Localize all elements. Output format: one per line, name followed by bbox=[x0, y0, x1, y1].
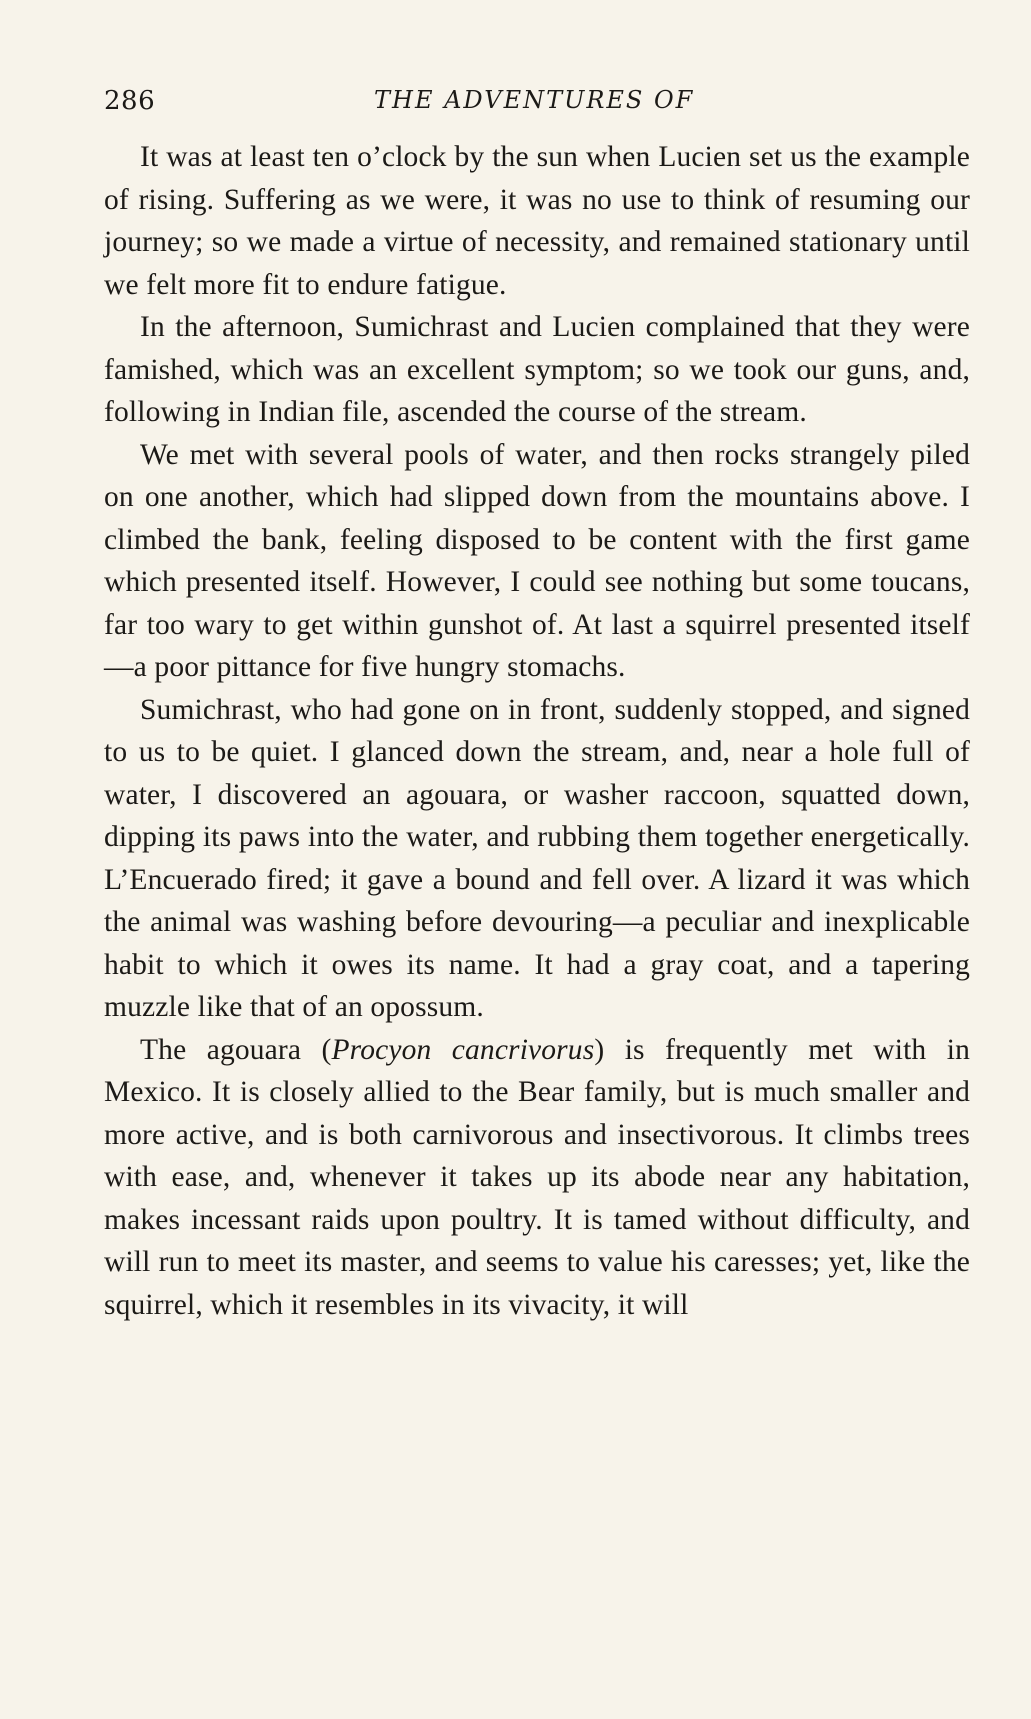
paragraph-raccoon: Sumichrast, who had gone on in front, suddenly stopped, and signed to us to be quiet. I glanced down the stream, and, near a hole full of water, I discovered an agouara, or washer raccoon, squatted down, dipping its paws into the water, and rubbing them together energetically. L’Encuerado fired; it gave a bound and fell over. A lizard it was which the animal was washing before devouring—a peculiar and inexplicable habit to which it owes its name. It had a gray coat, and a tapering muzzle like that of an opossum. bbox=[104, 693, 970, 1023]
body-text bbox=[104, 136, 970, 1326]
page-number: 286 bbox=[104, 86, 156, 116]
paragraph-agouara-description bbox=[104, 1029, 970, 1327]
paragraph-hunting: In the afternoon, Sumichrast and Lucien complained that they were famished, which was an excellent symptom; so we took our guns, and, following in Indian file, ascended the course of the stream. bbox=[104, 311, 970, 428]
agouara-text-after: ) is frequently met with in Mexico. It is closely allied to the Bear family, but is much smaller and more active, and is both carnivorous and insectivorous. It climbs trees with ease, and, whenever it takes up its abode near any habitation, makes incessant raids upon poultry. It is tamed without difficulty, and will run to meet its master, and seems to value his caresses; yet, like the squirrel, which it resembles in its vivacity, it will bbox=[104, 1033, 970, 1321]
agouara-text-before: The agouara ( bbox=[140, 1033, 332, 1066]
paragraph-waking: It was at least ten o’clock by the sun when Lucien set us the example of rising. Suffering as we were, it was no use to think of resuming our journey; so we made a virtue of necessity, and remained stationary until we felt more fit to endure fatigue. bbox=[104, 141, 970, 301]
page-header bbox=[104, 74, 971, 118]
species-name: Procyon cancrivorus bbox=[331, 1033, 595, 1066]
paragraph-stream: We met with several pools of water, and then rocks strangely piled on one another, which had slipped down from the mountains above. I climbed the bank, feeling disposed to be content with the first game which presented itself. However, I could see nothing but some toucans, far too wary to get within gunshot of. At last a squirrel presented itself—a poor pittance for five hungry stomachs. bbox=[104, 438, 970, 683]
running-head: THE ADVENTURES OF bbox=[374, 86, 695, 114]
